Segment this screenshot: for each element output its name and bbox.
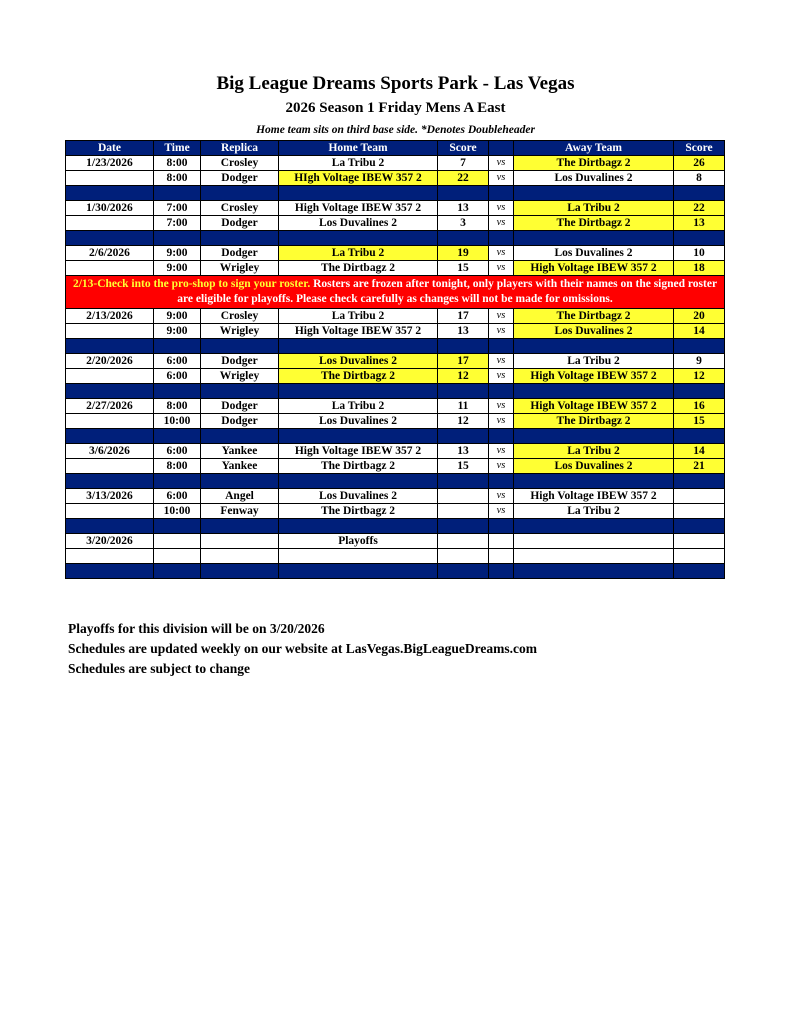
away-team-cell: La Tribu 2 bbox=[514, 354, 674, 369]
separator-cell bbox=[279, 519, 438, 534]
home-team-cell: La Tribu 2 bbox=[279, 246, 438, 261]
date-cell bbox=[66, 369, 154, 384]
separator-cell bbox=[438, 519, 489, 534]
separator-cell bbox=[66, 564, 154, 579]
away-team-cell: High Voltage IBEW 357 2 bbox=[514, 369, 674, 384]
roster-notice-row bbox=[66, 276, 725, 309]
time-cell: 6:00 bbox=[154, 444, 201, 459]
separator-cell bbox=[674, 564, 725, 579]
separator-cell bbox=[279, 564, 438, 579]
game-row bbox=[66, 309, 725, 324]
game-row bbox=[66, 354, 725, 369]
home-team-cell: Los Duvalines 2 bbox=[279, 354, 438, 369]
away-team-cell: High Voltage IBEW 357 2 bbox=[514, 489, 674, 504]
replica-cell: Crosley bbox=[201, 309, 279, 324]
separator-cell bbox=[66, 429, 154, 444]
separator-cell bbox=[674, 339, 725, 354]
playoffs-note: Playoffs for this division will be on 3/20/2026 bbox=[68, 621, 325, 636]
page-subtitle: 2026 Season 1 Friday Mens A East bbox=[285, 100, 506, 116]
away-team-cell: The Dirtbagz 2 bbox=[514, 156, 674, 171]
vs-cell: vs bbox=[489, 171, 514, 186]
separator-cell bbox=[489, 231, 514, 246]
separator-row bbox=[66, 186, 725, 201]
blank-row bbox=[66, 549, 725, 564]
time-cell: 10:00 bbox=[154, 414, 201, 429]
time-cell: 9:00 bbox=[154, 324, 201, 339]
schedule-table bbox=[65, 140, 725, 579]
time-cell: 6:00 bbox=[154, 354, 201, 369]
home-score-cell: 13 bbox=[438, 324, 489, 339]
separator-cell bbox=[438, 186, 489, 201]
vs-cell bbox=[489, 534, 514, 549]
change-note: Schedules are subject to change bbox=[68, 661, 250, 676]
replica-cell: Dodger bbox=[201, 216, 279, 231]
away-score-cell: 16 bbox=[674, 399, 725, 414]
separator-cell bbox=[674, 231, 725, 246]
separator-cell bbox=[201, 564, 279, 579]
away-score-cell bbox=[674, 504, 725, 519]
col-away-team: Away Team bbox=[514, 141, 674, 156]
away-team-cell: The Dirtbagz 2 bbox=[514, 216, 674, 231]
separator-cell bbox=[154, 429, 201, 444]
game-row bbox=[66, 261, 725, 276]
away-score-cell: 10 bbox=[674, 246, 725, 261]
time-cell: 8:00 bbox=[154, 399, 201, 414]
separator-cell bbox=[514, 231, 674, 246]
game-row bbox=[66, 489, 725, 504]
separator-cell bbox=[201, 384, 279, 399]
time-cell: 9:00 bbox=[154, 309, 201, 324]
time-cell: 7:00 bbox=[154, 216, 201, 231]
col-away-score: Score bbox=[674, 141, 725, 156]
date-cell bbox=[66, 459, 154, 474]
game-row bbox=[66, 414, 725, 429]
game-row bbox=[66, 171, 725, 186]
separator-row bbox=[66, 519, 725, 534]
home-team-cell: The Dirtbagz 2 bbox=[279, 261, 438, 276]
away-team-cell: The Dirtbagz 2 bbox=[514, 414, 674, 429]
separator-cell bbox=[66, 339, 154, 354]
separator-row bbox=[66, 429, 725, 444]
vs-cell: vs bbox=[489, 489, 514, 504]
home-score-cell: 15 bbox=[438, 261, 489, 276]
away-score-cell: 18 bbox=[674, 261, 725, 276]
separator-cell bbox=[66, 186, 154, 201]
date-cell: 2/27/2026 bbox=[66, 399, 154, 414]
separator-cell bbox=[438, 474, 489, 489]
vs-cell: vs bbox=[489, 444, 514, 459]
time-cell: 8:00 bbox=[154, 459, 201, 474]
date-cell: 2/20/2026 bbox=[66, 354, 154, 369]
separator-cell bbox=[279, 186, 438, 201]
website-note: Schedules are updated weekly on our website at LasVegas.BigLeagueDreams.com bbox=[68, 641, 538, 656]
separator-row bbox=[66, 474, 725, 489]
separator-cell bbox=[438, 564, 489, 579]
away-team-cell: High Voltage IBEW 357 2 bbox=[514, 261, 674, 276]
date-cell: 2/6/2026 bbox=[66, 246, 154, 261]
date-cell bbox=[66, 414, 154, 429]
page-title: Big League Dreams Sports Park - Las Vegas bbox=[216, 73, 575, 94]
time-cell: 8:00 bbox=[154, 156, 201, 171]
vs-cell: vs bbox=[489, 414, 514, 429]
separator-cell bbox=[489, 339, 514, 354]
roster-notice-highlight: 2/13-Check into the pro-shop to sign your roster. bbox=[72, 278, 311, 290]
blank-cell bbox=[489, 549, 514, 564]
away-team-cell: High Voltage IBEW 357 2 bbox=[514, 399, 674, 414]
home-team-cell: Los Duvalines 2 bbox=[279, 216, 438, 231]
separator-row bbox=[66, 564, 725, 579]
separator-cell bbox=[66, 519, 154, 534]
time-cell: 7:00 bbox=[154, 201, 201, 216]
home-team-cell: The Dirtbagz 2 bbox=[279, 369, 438, 384]
separator-cell bbox=[489, 186, 514, 201]
separator-cell bbox=[279, 429, 438, 444]
vs-cell: vs bbox=[489, 156, 514, 171]
home-team-cell: Los Duvalines 2 bbox=[279, 489, 438, 504]
date-cell bbox=[66, 504, 154, 519]
roster-notice-text: Rosters are frozen after tonight, only players with their names on the signed roster are eligible for playoffs. Please check carefully as changes will not be made for omissions. bbox=[177, 278, 718, 305]
separator-cell bbox=[201, 231, 279, 246]
vs-cell: vs bbox=[489, 504, 514, 519]
vs-cell: vs bbox=[489, 459, 514, 474]
away-team-cell bbox=[514, 534, 674, 549]
home-team-note: Home team sits on third base side. *Denotes Doubleheader bbox=[256, 124, 535, 136]
separator-cell bbox=[201, 429, 279, 444]
date-cell: 3/6/2026 bbox=[66, 444, 154, 459]
separator-cell bbox=[514, 186, 674, 201]
replica-cell: Fenway bbox=[201, 504, 279, 519]
separator-cell bbox=[66, 384, 154, 399]
time-cell bbox=[154, 534, 201, 549]
replica-cell: Angel bbox=[201, 489, 279, 504]
separator-cell bbox=[438, 231, 489, 246]
home-score-cell: 11 bbox=[438, 399, 489, 414]
away-team-cell: The Dirtbagz 2 bbox=[514, 309, 674, 324]
game-row bbox=[66, 324, 725, 339]
col-vs bbox=[489, 141, 514, 156]
time-cell: 6:00 bbox=[154, 489, 201, 504]
col-replica: Replica bbox=[201, 141, 279, 156]
home-score-cell bbox=[438, 534, 489, 549]
separator-cell bbox=[201, 186, 279, 201]
game-row bbox=[66, 534, 725, 549]
separator-cell bbox=[514, 429, 674, 444]
replica-cell bbox=[201, 534, 279, 549]
home-team-cell: La Tribu 2 bbox=[279, 309, 438, 324]
separator-cell bbox=[279, 384, 438, 399]
replica-cell: Dodger bbox=[201, 171, 279, 186]
separator-cell bbox=[489, 519, 514, 534]
date-cell: 3/20/2026 bbox=[66, 534, 154, 549]
date-cell: 1/30/2026 bbox=[66, 201, 154, 216]
date-cell bbox=[66, 171, 154, 186]
separator-cell bbox=[201, 339, 279, 354]
away-score-cell: 21 bbox=[674, 459, 725, 474]
separator-cell bbox=[438, 429, 489, 444]
date-cell bbox=[66, 261, 154, 276]
away-score-cell: 22 bbox=[674, 201, 725, 216]
separator-cell bbox=[154, 339, 201, 354]
vs-cell: vs bbox=[489, 399, 514, 414]
time-cell: 6:00 bbox=[154, 369, 201, 384]
separator-cell bbox=[674, 186, 725, 201]
home-team-cell: High Voltage IBEW 357 2 bbox=[279, 444, 438, 459]
time-cell: 9:00 bbox=[154, 261, 201, 276]
separator-cell bbox=[154, 186, 201, 201]
separator-cell bbox=[514, 519, 674, 534]
game-row bbox=[66, 201, 725, 216]
home-score-cell: 19 bbox=[438, 246, 489, 261]
vs-cell: vs bbox=[489, 201, 514, 216]
game-row bbox=[66, 246, 725, 261]
separator-cell bbox=[514, 564, 674, 579]
separator-cell bbox=[154, 519, 201, 534]
away-team-cell: La Tribu 2 bbox=[514, 504, 674, 519]
game-row bbox=[66, 216, 725, 231]
separator-cell bbox=[154, 564, 201, 579]
home-score-cell: 3 bbox=[438, 216, 489, 231]
separator-cell bbox=[674, 474, 725, 489]
away-team-cell: La Tribu 2 bbox=[514, 201, 674, 216]
replica-cell: Yankee bbox=[201, 444, 279, 459]
vs-cell: vs bbox=[489, 246, 514, 261]
home-team-cell: HIgh Voltage IBEW 357 2 bbox=[279, 171, 438, 186]
game-row bbox=[66, 399, 725, 414]
separator-cell bbox=[514, 474, 674, 489]
replica-cell: Dodger bbox=[201, 399, 279, 414]
time-cell: 9:00 bbox=[154, 246, 201, 261]
separator-cell bbox=[201, 474, 279, 489]
vs-cell: vs bbox=[489, 261, 514, 276]
separator-cell bbox=[514, 384, 674, 399]
separator-cell bbox=[674, 519, 725, 534]
home-score-cell: 12 bbox=[438, 414, 489, 429]
away-score-cell: 26 bbox=[674, 156, 725, 171]
separator-cell bbox=[279, 474, 438, 489]
separator-cell bbox=[489, 564, 514, 579]
home-score-cell: 22 bbox=[438, 171, 489, 186]
separator-cell bbox=[489, 384, 514, 399]
vs-cell: vs bbox=[489, 309, 514, 324]
blank-cell bbox=[66, 549, 154, 564]
date-cell bbox=[66, 324, 154, 339]
away-score-cell: 15 bbox=[674, 414, 725, 429]
separator-cell bbox=[66, 474, 154, 489]
blank-cell bbox=[279, 549, 438, 564]
roster-notice bbox=[66, 276, 725, 309]
game-row bbox=[66, 369, 725, 384]
time-cell: 10:00 bbox=[154, 504, 201, 519]
replica-cell: Dodger bbox=[201, 354, 279, 369]
separator-row bbox=[66, 339, 725, 354]
home-score-cell: 7 bbox=[438, 156, 489, 171]
separator-cell bbox=[438, 384, 489, 399]
home-score-cell: 13 bbox=[438, 201, 489, 216]
blank-cell bbox=[674, 549, 725, 564]
away-score-cell: 9 bbox=[674, 354, 725, 369]
replica-cell: Wrigley bbox=[201, 261, 279, 276]
away-score-cell: 13 bbox=[674, 216, 725, 231]
away-team-cell: La Tribu 2 bbox=[514, 444, 674, 459]
away-score-cell: 12 bbox=[674, 369, 725, 384]
away-score-cell: 20 bbox=[674, 309, 725, 324]
replica-cell: Dodger bbox=[201, 414, 279, 429]
home-score-cell: 12 bbox=[438, 369, 489, 384]
col-home-score: Score bbox=[438, 141, 489, 156]
separator-cell bbox=[154, 474, 201, 489]
blank-cell bbox=[201, 549, 279, 564]
home-score-cell: 17 bbox=[438, 354, 489, 369]
replica-cell: Yankee bbox=[201, 459, 279, 474]
away-team-cell: Los Duvalines 2 bbox=[514, 246, 674, 261]
separator-cell bbox=[154, 384, 201, 399]
separator-cell bbox=[279, 339, 438, 354]
home-team-cell: The Dirtbagz 2 bbox=[279, 504, 438, 519]
date-cell: 2/13/2026 bbox=[66, 309, 154, 324]
home-score-cell bbox=[438, 489, 489, 504]
separator-cell bbox=[154, 231, 201, 246]
home-team-cell: The Dirtbagz 2 bbox=[279, 459, 438, 474]
header-row bbox=[66, 141, 725, 156]
home-team-cell: Los Duvalines 2 bbox=[279, 414, 438, 429]
separator-cell bbox=[66, 231, 154, 246]
home-team-cell: High Voltage IBEW 357 2 bbox=[279, 324, 438, 339]
replica-cell: Wrigley bbox=[201, 324, 279, 339]
separator-cell bbox=[514, 339, 674, 354]
home-score-cell: 17 bbox=[438, 309, 489, 324]
separator-cell bbox=[674, 384, 725, 399]
schedule-body bbox=[66, 156, 725, 579]
separator-cell bbox=[489, 474, 514, 489]
away-score-cell: 8 bbox=[674, 171, 725, 186]
game-row bbox=[66, 504, 725, 519]
blank-cell bbox=[154, 549, 201, 564]
home-score-cell: 15 bbox=[438, 459, 489, 474]
col-time: Time bbox=[154, 141, 201, 156]
separator-cell bbox=[201, 519, 279, 534]
vs-cell: vs bbox=[489, 354, 514, 369]
separator-row bbox=[66, 231, 725, 246]
separator-cell bbox=[674, 429, 725, 444]
separator-cell bbox=[438, 339, 489, 354]
home-team-cell: La Tribu 2 bbox=[279, 156, 438, 171]
vs-cell: vs bbox=[489, 324, 514, 339]
home-team-cell: La Tribu 2 bbox=[279, 399, 438, 414]
away-score-cell: 14 bbox=[674, 444, 725, 459]
vs-cell: vs bbox=[489, 369, 514, 384]
away-team-cell: Los Duvalines 2 bbox=[514, 324, 674, 339]
col-date: Date bbox=[66, 141, 154, 156]
replica-cell: Crosley bbox=[201, 201, 279, 216]
home-score-cell bbox=[438, 504, 489, 519]
date-cell bbox=[66, 216, 154, 231]
time-cell: 8:00 bbox=[154, 171, 201, 186]
away-score-cell bbox=[674, 489, 725, 504]
separator-row bbox=[66, 384, 725, 399]
date-cell: 3/13/2026 bbox=[66, 489, 154, 504]
away-team-cell: Los Duvalines 2 bbox=[514, 459, 674, 474]
vs-cell: vs bbox=[489, 216, 514, 231]
replica-cell: Dodger bbox=[201, 246, 279, 261]
game-row bbox=[66, 459, 725, 474]
away-team-cell: Los Duvalines 2 bbox=[514, 171, 674, 186]
separator-cell bbox=[489, 429, 514, 444]
replica-cell: Wrigley bbox=[201, 369, 279, 384]
game-row bbox=[66, 444, 725, 459]
date-cell: 1/23/2026 bbox=[66, 156, 154, 171]
away-score-cell: 14 bbox=[674, 324, 725, 339]
blank-cell bbox=[514, 549, 674, 564]
home-score-cell: 13 bbox=[438, 444, 489, 459]
home-team-cell: Playoffs bbox=[279, 534, 438, 549]
home-team-cell: High Voltage IBEW 357 2 bbox=[279, 201, 438, 216]
separator-cell bbox=[279, 231, 438, 246]
away-score-cell bbox=[674, 534, 725, 549]
col-home-team: Home Team bbox=[279, 141, 438, 156]
game-row bbox=[66, 156, 725, 171]
blank-cell bbox=[438, 549, 489, 564]
replica-cell: Crosley bbox=[201, 156, 279, 171]
